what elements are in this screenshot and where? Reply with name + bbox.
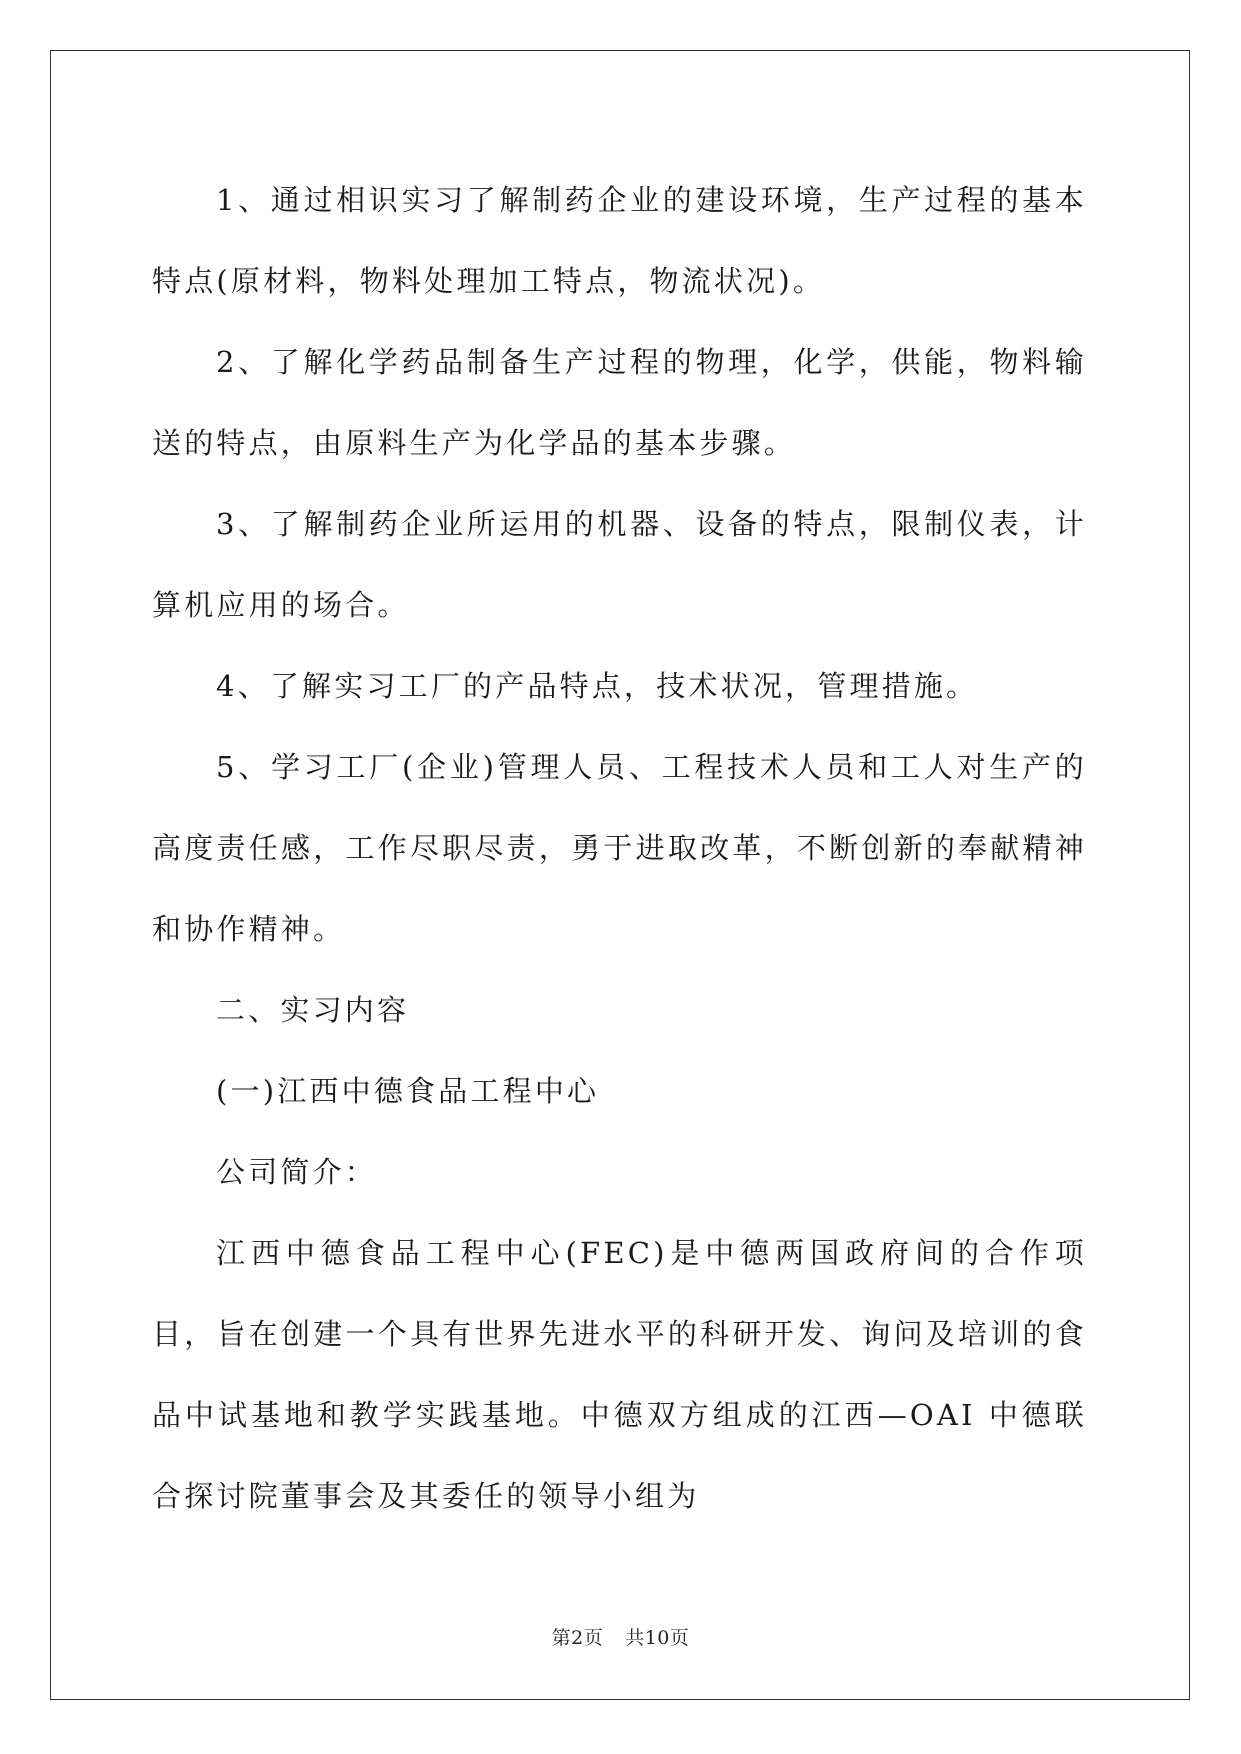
paragraph-objective-4: 4、了解实习工厂的产品特点，技术状况，管理措施。 bbox=[216, 669, 979, 703]
company-intro-label: 公司简介： bbox=[216, 1155, 378, 1189]
section-heading: 二、实习内容 bbox=[216, 993, 410, 1027]
page-number: 第2页 bbox=[551, 1627, 604, 1649]
subsection-heading: (一)江西中德食品工程中心 bbox=[216, 1074, 600, 1108]
paragraph-objective-5: 5、学习工厂(企业)管理人员、工程技术人员和工人对生产的高度责任感，工作尽职尽责，勇于进取改革，不断创新的奉献精神和协作精神。 bbox=[152, 750, 1087, 946]
company-intro-paragraph: 江西中德食品工程中心(FEC)是中德两国政府间的合作项目，旨在创建一个具有世界先进水平的科研开发、询问及培训的食品中试基地和教学实践基地。中德双方组成的江西—OAI 中德联合探讨院董事会及其委任的领导小组为 bbox=[152, 1236, 1087, 1513]
paragraph-objective-1: 1、通过相识实习了解制药企业的建设环境，生产过程的基本特点(原材料，物料处理加工特点，物流状况)。 bbox=[152, 183, 1087, 298]
paragraph-objective-3: 3、了解制药企业所运用的机器、设备的特点，限制仪表，计算机应用的场合。 bbox=[152, 507, 1087, 622]
document-body bbox=[152, 160, 1087, 1537]
page-footer bbox=[0, 1623, 1241, 1650]
page-total: 共10页 bbox=[625, 1627, 690, 1649]
paragraph-objective-2: 2、了解化学药品制备生产过程的物理，化学，供能，物料输送的特点，由原料生产为化学品的基本步骤。 bbox=[152, 345, 1087, 460]
